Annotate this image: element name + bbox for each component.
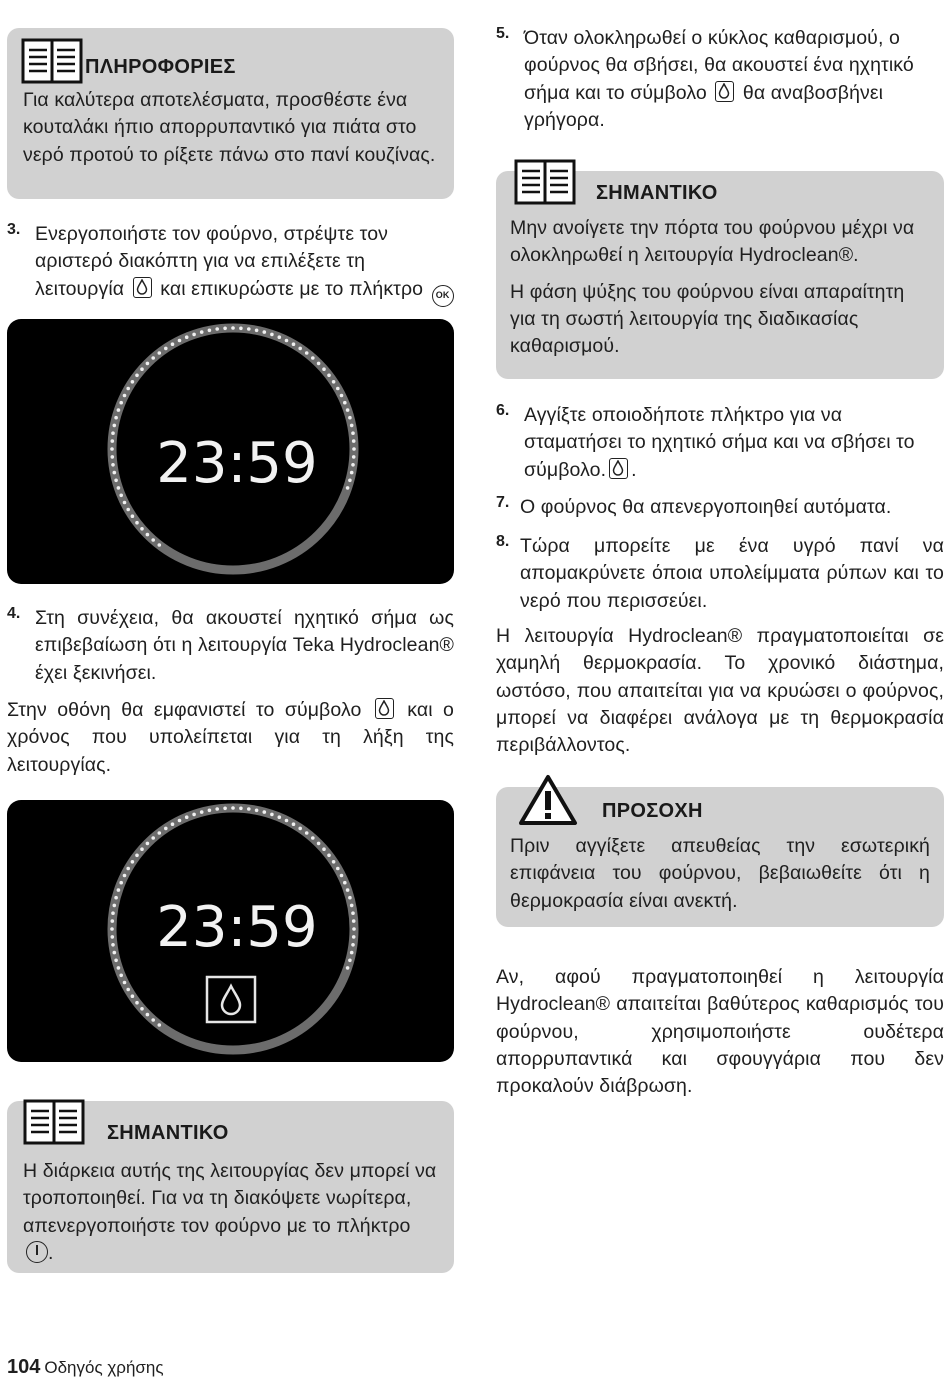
water-drop-icon	[609, 458, 628, 479]
ring-dot	[131, 514, 135, 518]
ring-dot	[305, 831, 309, 835]
water-drop-icon	[222, 986, 240, 1014]
para-display: Στην οθόνη θα εμφανιστεί το σύμβολο και ο χρόνος που υπολείπεται για τη λήξη της λειτουργίας.	[7, 699, 454, 776]
ring-dot	[140, 527, 144, 531]
ring-dot	[135, 1001, 139, 1005]
ring-dot	[114, 896, 118, 900]
ring-dot	[346, 408, 350, 412]
ring-dot	[151, 356, 155, 360]
ring-dot	[350, 951, 354, 955]
ring-dot	[346, 888, 350, 892]
ring-dot	[146, 842, 150, 846]
ring-dot	[336, 387, 340, 391]
ring-dot	[131, 994, 135, 998]
ring-dot	[119, 494, 123, 498]
ring-dot	[278, 815, 282, 819]
display-time-2: 23:59	[156, 895, 318, 960]
footer-label: Οδηγός χρήσης	[44, 1358, 164, 1377]
ring-dot	[208, 809, 212, 813]
important-box-right-head	[514, 159, 930, 205]
ring-dot	[178, 819, 182, 823]
ring-dot	[311, 356, 315, 360]
ring-dot	[352, 935, 356, 939]
ring-dot	[231, 806, 235, 810]
ring-dot	[114, 479, 118, 483]
step-7	[496, 494, 944, 521]
ring-dot	[114, 416, 118, 420]
display-ring-1	[7, 319, 454, 584]
power-icon	[26, 1241, 48, 1263]
warning-triangle-icon	[518, 774, 578, 826]
ring-dot	[192, 813, 196, 817]
ring-dot	[348, 416, 352, 420]
ring-dot	[350, 904, 354, 908]
ring-dot	[123, 501, 127, 505]
step-8	[496, 533, 944, 615]
ring-dot	[317, 362, 321, 366]
page-number: 104	[7, 1356, 41, 1378]
ring-dot	[311, 836, 315, 840]
ring-dot	[322, 367, 326, 371]
step-6-number: 6.	[496, 402, 510, 419]
ring-dot	[351, 431, 355, 435]
ring-dot	[126, 988, 130, 992]
para-hydroclean: Η λειτουργία Hydroclean® πραγματοποιείται σε χαμηλή θερμοκρασία. Το χρονικό διάστημα, ωστόσο, που απαιτείται για να κρυώσει ο φούρνος, μπορεί να διαφέρει ανάλογα με τη θερμοκρασία περιβάλλοντος.	[496, 625, 944, 757]
ring-dot	[223, 807, 227, 811]
para-final: Αν, αφού πραγματοποιηθεί η λειτουργία Hydroclean® απαιτείται βαθύτερος καθαρισμός του φούρνου, χρησιμοποιήστε ουδέτερα απορρυπαντικά και σφουγγάρια που δεν προκαλούν διάβρωση.	[496, 966, 944, 1098]
ring-dot	[140, 367, 144, 371]
ring-dot	[231, 326, 235, 330]
ring-dot	[171, 342, 175, 346]
ring-dot	[352, 447, 356, 451]
caution-box-title: ΠΡΟΣΟΧΗ	[602, 799, 703, 822]
display-ring-2	[7, 800, 454, 1062]
water-drop-icon	[715, 81, 734, 102]
ring-dot	[255, 329, 259, 333]
ring-dot	[298, 347, 302, 351]
step-4	[7, 605, 454, 687]
important-box-right-text-1: Μην ανοίγετε την πόρτα του φούρνου μέχρι να ολοκληρωθεί η λειτουργία Hydroclean®.	[510, 217, 915, 267]
ring-dot	[146, 362, 150, 366]
ring-dot	[263, 330, 267, 334]
ring-dot	[327, 854, 331, 858]
ring-dot	[111, 455, 115, 459]
step-5-text: Όταν ολοκληρωθεί ο κύκλος καθαρισμού, ο φούρνος θα σβήσει, θα ακουστεί ένα ηχητικό σήμα και το σύμβολο θα αναβοσβήνει γρήγορα.	[524, 27, 914, 131]
step-4-number: 4.	[7, 605, 21, 622]
step-5	[496, 25, 944, 134]
ring-dot	[117, 486, 121, 490]
ring-dot	[114, 959, 118, 963]
info-box	[7, 28, 454, 199]
ring-dot	[123, 981, 127, 985]
page-footer	[7, 1356, 164, 1379]
ring-dot	[171, 822, 175, 826]
ring-dot	[346, 966, 350, 970]
ring-dot	[164, 347, 168, 351]
ring-dot	[111, 911, 115, 915]
ring-dot	[247, 807, 251, 811]
ring-dot	[327, 374, 331, 378]
book-icon	[514, 159, 576, 205]
ring-dot	[247, 327, 251, 331]
ring-dot	[151, 1018, 155, 1022]
ring-dot	[208, 329, 212, 333]
ring-dot	[332, 860, 336, 864]
ring-dot	[352, 919, 356, 923]
ring-dot	[305, 351, 309, 355]
ok-button-icon: OK	[432, 285, 454, 307]
ring-dot	[111, 935, 115, 939]
ring-dot	[346, 486, 350, 490]
ring-dot	[350, 471, 354, 475]
important-box-left	[7, 1101, 454, 1273]
ring-dot	[340, 874, 344, 878]
ring-dot	[270, 813, 274, 817]
ring-dot	[140, 1007, 144, 1011]
ring-dot	[278, 335, 282, 339]
ring-dot	[200, 330, 204, 334]
ring-dot	[340, 394, 344, 398]
ring-dot	[158, 543, 162, 547]
ring-dot	[292, 342, 296, 346]
ring-dot	[322, 847, 326, 851]
ring-dot	[270, 333, 274, 337]
ring-dot	[317, 842, 321, 846]
ring-dot	[110, 927, 114, 931]
ring-dot	[158, 1023, 162, 1027]
ring-dot	[117, 408, 121, 412]
ring-dot	[123, 394, 127, 398]
ring-dot	[348, 896, 352, 900]
ring-dot	[351, 463, 355, 467]
oven-display-2	[7, 800, 454, 1062]
step-6-text: Αγγίξτε οποιοδήποτε πλήκτρο για να σταματήσει το ηχητικό σήμα και να σβήσει το σύμβολο. .	[524, 404, 915, 481]
ring-dot	[110, 447, 114, 451]
ring-dot	[352, 439, 356, 443]
important-box-left-title: ΣΗΜΑΝΤΙΚΟ	[107, 1121, 229, 1144]
step-8-number: 8.	[496, 533, 510, 550]
ring-dot	[285, 819, 289, 823]
important-box-left-head	[23, 1099, 440, 1145]
step-6	[496, 402, 944, 484]
oven-display-1	[7, 319, 454, 584]
ring-dot	[119, 974, 123, 978]
info-box-text: Για καλύτερα αποτελέσματα, προσθέστε ένα κουταλάκι ήπιο απορρυπαντικό για πιάτα στο νερό προτού το ρίξετε πάνω στο πανί κουζίνας.	[23, 89, 436, 166]
ring-dot	[123, 874, 127, 878]
ring-dot	[111, 943, 115, 947]
ring-dot	[239, 327, 243, 331]
ring-dot	[178, 339, 182, 343]
ring-dot	[113, 951, 117, 955]
step-4-text: Στη συνέχεια, θα ακουστεί ηχητικό σήμα ως επιβεβαίωση ότι η λειτουργία Teka Hydroclean® έχει ξεκινήσει.	[35, 607, 454, 684]
important-box-right	[496, 171, 944, 379]
ring-dot	[343, 881, 347, 885]
step-7-number: 7.	[496, 494, 510, 511]
ring-dot	[151, 836, 155, 840]
ring-dot	[131, 860, 135, 864]
caution-box	[496, 787, 944, 927]
ring-dot	[215, 327, 219, 331]
book-icon	[21, 38, 83, 84]
ring-dot	[119, 401, 123, 405]
ring-dot	[239, 807, 243, 811]
ring-dot	[223, 327, 227, 331]
water-drop-icon	[375, 698, 394, 719]
ring-dot	[185, 335, 189, 339]
ring-dot	[119, 881, 123, 885]
step-8-text: Τώρα μπορείτε με ένα υγρό πανί να απομακρύνετε όποια υπολείμματα ρύπων και το νερό που περισσεύει.	[520, 535, 944, 612]
ring-dot	[351, 943, 355, 947]
ring-dot	[158, 351, 162, 355]
ring-dot	[111, 919, 115, 923]
caution-box-head	[518, 777, 930, 823]
info-box-title: ΠΛΗΡΟΦΟΡΙΕΣ	[85, 55, 236, 78]
ring-dot	[185, 815, 189, 819]
ring-dot	[113, 904, 117, 908]
ring-dot	[263, 810, 267, 814]
ring-dot	[200, 810, 204, 814]
ring-dot	[146, 533, 150, 537]
ring-dot	[351, 911, 355, 915]
step-3-number: 3.	[7, 221, 21, 238]
ring-dot	[126, 867, 130, 871]
ring-dot	[336, 867, 340, 871]
important-box-right-title: ΣΗΜΑΝΤΙΚΟ	[596, 181, 718, 204]
step-3-text: Ενεργοποιήστε τον φούρνο, στρέψτε τον αριστερό διακόπτη για να επιλέξετε τη λειτουργία και επικυρώστε με το πλήκτρο OK	[35, 221, 454, 334]
ring-dot	[117, 966, 121, 970]
ring-dot	[126, 387, 130, 391]
ring-dot	[135, 374, 139, 378]
ring-dot	[352, 455, 356, 459]
ring-dot	[135, 854, 139, 858]
important-box-left-text: Η διάρκεια αυτής της λειτουργίας δεν μπορεί να τροποποιηθεί. Για να τη διακόψετε νωρίτερα, απενεργοποιήστε τον φούρνο με το πλήκτρο .	[23, 1160, 437, 1264]
ring-dot	[348, 959, 352, 963]
info-box-head	[21, 38, 440, 84]
ring-dot	[192, 333, 196, 337]
ring-dot	[164, 827, 168, 831]
ring-dot	[343, 401, 347, 405]
ring-dot	[111, 439, 115, 443]
display-time-1: 23:59	[156, 431, 318, 496]
ring-dot	[350, 424, 354, 428]
ring-dot	[146, 1013, 150, 1017]
ring-dot	[117, 888, 121, 892]
ring-dot	[113, 471, 117, 475]
ring-dot	[135, 521, 139, 525]
ring-dot	[140, 847, 144, 851]
ring-dot	[111, 431, 115, 435]
ring-dot	[292, 822, 296, 826]
ring-dot	[158, 831, 162, 835]
ring-dot	[113, 424, 117, 428]
ring-dot	[151, 538, 155, 542]
step-7-text: Ο φούρνος θα απενεργοποιηθεί αυτόματα.	[520, 496, 892, 518]
ring-dot	[126, 508, 130, 512]
caution-box-text: Πριν αγγίξετε απευθείας την εσωτερική επιφάνεια του φούρνου, βεβαιωθείτε ότι η θερμοκρασία είναι ανεκτή.	[510, 835, 930, 912]
important-box-right-text-2: Η φάση ψύξης του φούρνου είναι απαραίτητη για τη σωστή λειτουργία της διαδικασίας καθαρισμού.	[510, 280, 905, 358]
ring-dot	[215, 807, 219, 811]
ring-dot	[255, 809, 259, 813]
ring-dot	[285, 339, 289, 343]
ring-dot	[131, 380, 135, 384]
ring-dot	[352, 927, 356, 931]
step-3	[7, 221, 454, 334]
ring-dot	[348, 479, 352, 483]
ring-dot	[298, 827, 302, 831]
ring-dot	[111, 463, 115, 467]
ring-dot	[332, 380, 336, 384]
water-drop-icon	[133, 277, 152, 298]
step-5-number: 5.	[496, 25, 510, 42]
book-icon	[23, 1099, 85, 1145]
